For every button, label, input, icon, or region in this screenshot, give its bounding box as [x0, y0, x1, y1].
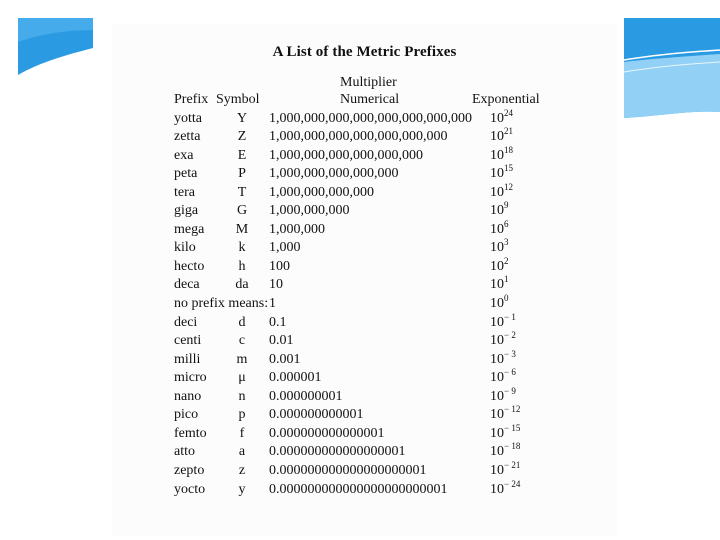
prefix-cell: zepto [174, 462, 205, 478]
numerical-cell: 100 [269, 258, 290, 274]
exp-power: 15 [504, 163, 513, 174]
exp-power: − 21 [504, 459, 521, 470]
numerical-cell: 1,000,000 [269, 221, 325, 237]
exp-base: 10 [490, 370, 504, 386]
exponential-cell [490, 385, 516, 405]
symbol-cell: k [238, 240, 246, 256]
exp-base: 10 [490, 333, 504, 349]
prefix-cell: pico [174, 407, 199, 423]
exponential-cell [490, 218, 509, 238]
numerical-cell: 1,000,000,000,000,000,000,000,000 [269, 110, 472, 126]
exp-power: − 3 [504, 348, 516, 359]
exp-power: − 15 [504, 422, 521, 433]
exp-power: − 24 [504, 478, 521, 489]
table-row [112, 459, 617, 482]
numerical-cell: 1,000,000,000,000,000,000,000 [269, 129, 448, 145]
exp-base: 10 [490, 351, 504, 367]
table-row [112, 200, 617, 222]
numerical-cell: 0.000000000000000000000001 [269, 481, 448, 497]
symbol-cell: μ [238, 370, 246, 386]
numerical-cell: 0.000000000000000000001 [269, 462, 427, 478]
prefix-cell: atto [174, 444, 195, 460]
exponential-cell [490, 441, 521, 460]
exp-base: 10 [490, 314, 504, 330]
prefix-cell: tera [174, 184, 195, 200]
exponential-cell [490, 181, 513, 201]
numerical-cell: 1,000,000,000 [269, 203, 350, 219]
exp-power: 2 [504, 255, 509, 266]
numerical-cell: 1,000,000,000,000,000,000 [269, 147, 423, 163]
exponential-cell [490, 293, 509, 312]
exp-base: 10 [490, 240, 504, 256]
exp-power: 6 [504, 218, 509, 229]
symbol-cell: c [238, 333, 246, 349]
symbol-cell: n [238, 388, 246, 404]
numerical-cell: 1,000 [269, 240, 301, 256]
table-row [112, 367, 617, 389]
numerical-cell: 0.000000000000001 [269, 425, 385, 441]
prefix-cell: centi [174, 333, 202, 349]
symbol-cell: T [237, 184, 247, 200]
numerical-cell: 0.000000000000000001 [269, 444, 406, 460]
symbol-cell: y [238, 481, 246, 497]
symbol-cell: p [238, 407, 246, 423]
exp-power: − 18 [504, 441, 521, 452]
symbol-cell: a [238, 444, 246, 460]
exp-power: − 12 [504, 404, 521, 415]
exponential-cell [490, 255, 509, 275]
exponential-cell [490, 367, 516, 386]
exp-base: 10 [490, 296, 504, 311]
numerical-cell: 0.000001 [269, 370, 322, 386]
prefix-cell: milli [174, 351, 201, 367]
table-row [112, 181, 617, 204]
prefix-cell: no prefix means: [174, 296, 269, 311]
table-row [112, 330, 617, 352]
exp-base: 10 [490, 277, 504, 293]
symbol-cell: G [236, 203, 248, 219]
prefix-cell: zetta [174, 129, 201, 145]
exp-base: 10 [490, 110, 504, 126]
prefix-cell: giga [174, 203, 199, 219]
symbol-cell: P [238, 166, 246, 182]
exp-power: − 2 [504, 330, 516, 341]
exponential-cell [490, 237, 509, 256]
exponential-cell [490, 459, 521, 479]
table-row [112, 126, 617, 148]
symbol-cell: m [236, 351, 248, 367]
numerical-cell: 1 [269, 296, 276, 311]
exponential-cell [490, 274, 509, 293]
table-row [112, 274, 617, 296]
exp-power: 0 [504, 293, 509, 303]
corner-wave-right [620, 0, 720, 125]
exp-base: 10 [490, 258, 504, 274]
exponential-cell [490, 144, 513, 164]
numerical-cell: 1,000,000,000,000,000 [269, 166, 399, 182]
prefix-cell: femto [174, 425, 207, 441]
header-numerical: Numerical [340, 92, 400, 107]
exp-power: − 1 [504, 311, 516, 322]
exp-base: 10 [490, 462, 504, 478]
exp-power: 21 [504, 126, 513, 137]
symbol-cell: f [239, 425, 245, 441]
table-row [112, 107, 617, 130]
table-row [112, 422, 617, 445]
corner-wave-left [0, 0, 100, 80]
exponential-cell [490, 107, 513, 127]
prefix-cell: nano [174, 388, 202, 404]
exp-base: 10 [490, 425, 504, 441]
symbol-cell: d [238, 314, 246, 330]
prefix-cell: micro [174, 370, 207, 386]
symbol-cell: Y [236, 110, 248, 126]
prefix-cell: mega [174, 221, 205, 237]
exponential-cell [490, 330, 516, 349]
table-row [112, 478, 617, 501]
exp-base: 10 [490, 388, 504, 404]
header-symbol: Symbol [216, 92, 260, 107]
exp-base: 10 [490, 481, 504, 497]
table-row [112, 218, 617, 241]
table-row [112, 255, 617, 278]
table-row [112, 144, 617, 167]
table-row [112, 404, 617, 426]
exp-base: 10 [490, 184, 504, 200]
exp-power: 24 [504, 107, 513, 118]
prefix-cell: deci [174, 314, 198, 330]
numerical-cell: 0.1 [269, 314, 287, 330]
exp-base: 10 [490, 129, 504, 145]
table-row [112, 348, 617, 371]
table-row [112, 163, 617, 185]
prefix-cell: yotta [174, 110, 202, 126]
numerical-cell: 10 [269, 277, 283, 293]
exp-base: 10 [490, 147, 504, 163]
exp-power: 1 [504, 274, 509, 285]
document-title: A List of the Metric Prefixes [272, 44, 457, 60]
exponential-cell [490, 200, 509, 219]
exp-base: 10 [490, 407, 504, 423]
exponential-cell [490, 126, 513, 145]
table-row [112, 441, 617, 463]
exponential-cell [490, 348, 516, 368]
prefix-cell: deca [174, 277, 200, 293]
exp-base: 10 [490, 444, 504, 460]
header-multiplier: Multiplier [340, 75, 397, 90]
exp-power: 12 [504, 181, 513, 192]
numerical-cell: 1,000,000,000,000 [269, 184, 374, 200]
exp-power: − 9 [504, 385, 516, 396]
prefix-cell: yocto [174, 481, 206, 497]
prefix-cell: peta [174, 166, 198, 182]
exponential-cell [490, 163, 513, 182]
exp-base: 10 [490, 203, 504, 219]
symbol-cell: h [238, 258, 246, 274]
table-header-row [112, 92, 617, 111]
exp-power: − 6 [504, 367, 516, 378]
symbol-cell: M [235, 221, 249, 237]
wave-light-band [624, 54, 720, 118]
numerical-cell: 0.000000000001 [269, 407, 364, 423]
symbol-cell: E [237, 147, 247, 163]
exp-base: 10 [490, 166, 504, 182]
exp-base: 10 [490, 221, 504, 237]
symbol-cell: Z [237, 129, 247, 145]
exponential-cell [490, 478, 521, 498]
exponential-cell [490, 404, 521, 423]
table-row [112, 237, 617, 259]
symbol-cell: z [238, 462, 246, 478]
exponential-cell [490, 422, 521, 442]
header-exponential: Exponential [472, 92, 540, 107]
table-row [112, 311, 617, 334]
exp-power: 18 [504, 144, 513, 155]
symbol-cell: da [235, 277, 249, 293]
scanned-table-document [112, 24, 617, 536]
header-prefix: Prefix [174, 92, 209, 107]
exp-power: 9 [504, 200, 509, 211]
exponential-cell [490, 311, 516, 331]
prefix-cell: kilo [174, 240, 196, 256]
prefix-cell: exa [174, 147, 194, 163]
prefix-cell: hecto [174, 258, 205, 274]
table-row [112, 385, 617, 408]
numerical-cell: 0.001 [269, 351, 301, 367]
table-row [112, 293, 617, 315]
numerical-cell: 0.000000001 [269, 388, 343, 404]
exp-power: 3 [504, 237, 509, 248]
numerical-cell: 0.01 [269, 333, 294, 349]
